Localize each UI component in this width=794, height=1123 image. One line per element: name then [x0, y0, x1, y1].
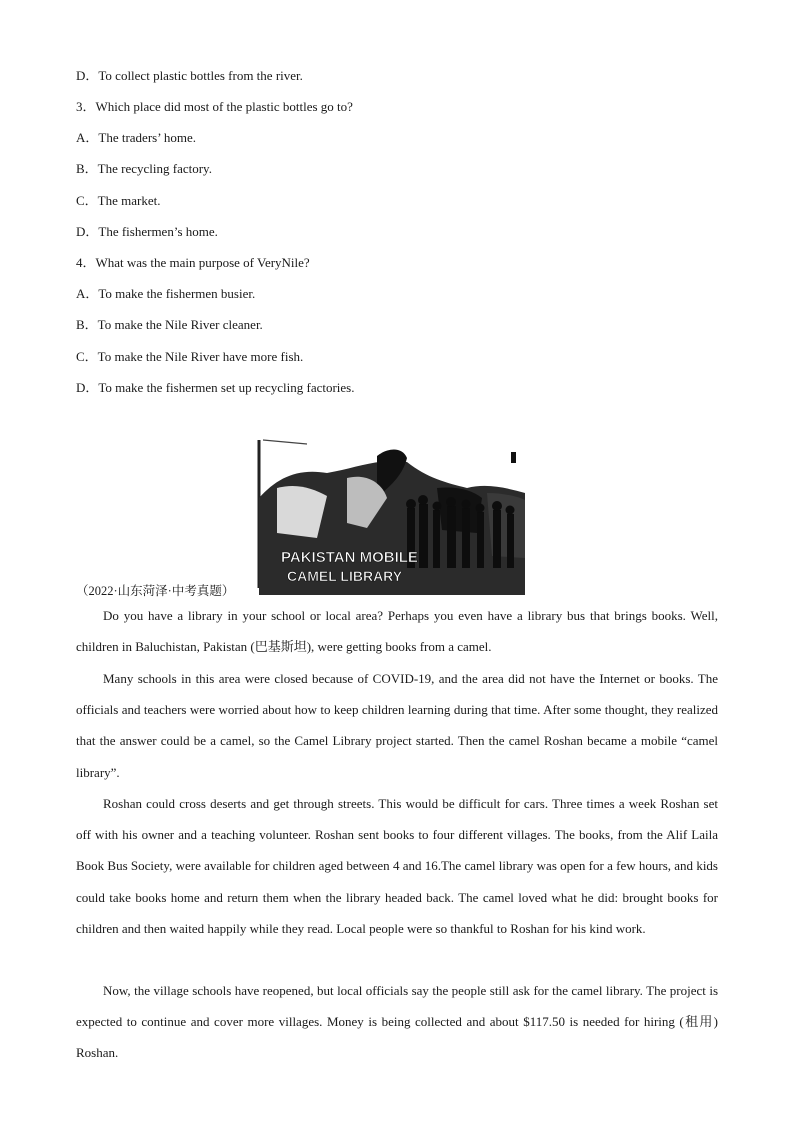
question-4-stem: 4．What was the main purpose of VeryNile? — [76, 255, 310, 270]
passage-paragraph-3 — [76, 788, 718, 944]
q3-option-d: D．The fishermen’s home. — [76, 224, 218, 239]
q2-option-d: D．To collect plastic bottles from the river. — [76, 68, 303, 83]
photo-sign-line1: PAKISTAN MOBILE — [281, 549, 418, 566]
question-3-stem: 3．Which place did most of the plastic bottles go to? — [76, 99, 353, 114]
q4-option-c: C．To make the Nile River have more fish. — [76, 349, 304, 364]
passage-paragraph-1-text: Do you have a library in your school or local area? Perhaps you even have a library bus that brings books. Well, children in Baluchistan, Pakistan (巴基斯坦), were getting books from a camel. — [76, 608, 718, 655]
q3-option-c: C．The market. — [76, 193, 161, 208]
passage-paragraph-4 — [76, 975, 718, 1069]
q3-option-a: A．The traders’ home. — [76, 130, 196, 145]
q4-option-d: D．To make the fishermen set up recycling factories. — [76, 380, 355, 395]
photo-sign-line2: CAMEL LIBRARY — [287, 568, 403, 584]
q4-option-b: B．To make the Nile River cleaner. — [76, 317, 263, 332]
passage-paragraph-1 — [76, 600, 718, 662]
q3-option-b: B．The recycling factory. — [76, 161, 212, 176]
q4-option-a: A．To make the fishermen busier. — [76, 286, 256, 301]
passage-paragraph-3-text: Roshan could cross deserts and get through streets. This would be difficult for cars. Three times a week Roshan set off with his owner and a teaching volunteer. Roshan sent books to four different villages. The books, from the Alif Laila Book Bus Society, were available for children aged between 4 and 16.The camel library was open for a few hours, and kids could take books home and return them when the library headed back. The camel loved what he did: brought books for children and then waited happily while they read. Local people were so thankful to Roshan for his kind work. — [76, 796, 718, 936]
source-label: （2022·山东菏泽·中考真题） — [76, 584, 235, 598]
passage-paragraph-2 — [76, 663, 718, 788]
passage-paragraph-4-text: Now, the village schools have reopened, but local officials say the people still ask for the camel library. The project is expected to continue and cover more villages. Money is being collected and about $117.50 is needed for hiring (租用) Roshan. — [76, 983, 718, 1061]
camel-library-photo — [257, 438, 525, 595]
passage-paragraph-2-text: Many schools in this area were closed because of COVID-19, and the area did not have the Internet or books. The officials and teachers were worried about how to keep children learning during that time. After some thought, they realized that the answer could be a camel, so the Camel Library project started. Then the camel Roshan became a mobile “camel library”. — [76, 671, 718, 780]
